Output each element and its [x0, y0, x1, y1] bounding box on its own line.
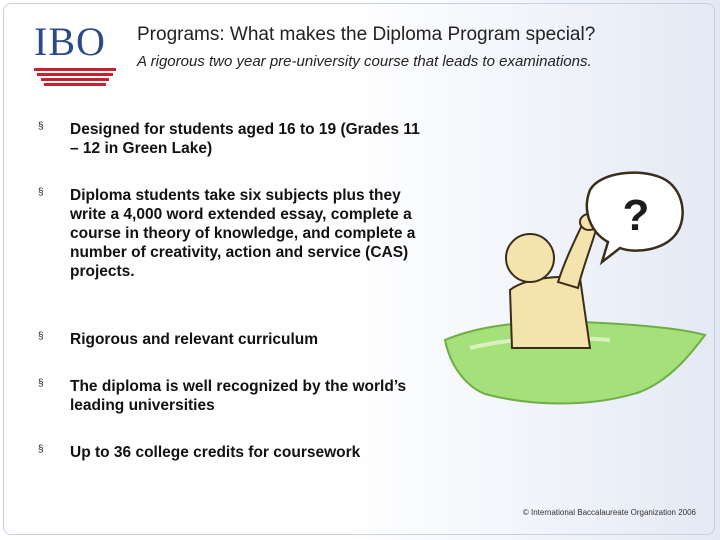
bullet-text: Diploma students take six subjects plus they write a 4,000 word extended essay, complete a course in theory of knowledge, and complete a number of creativity, action and service (CAS) projects.: [70, 187, 416, 280]
person-head: [506, 234, 554, 282]
logo-text: IBO: [34, 19, 106, 64]
logo-stripes: [34, 68, 116, 88]
bullet-marker: §: [38, 378, 44, 389]
page-title: Programs: What makes the Diploma Program special?: [137, 24, 596, 45]
question-mark-icon: ?: [622, 191, 650, 240]
page-subtitle: A rigorous two year pre-university course that leads to examinations.: [137, 53, 592, 70]
bullet-text: The diploma is well recognized by the world’s leading universities: [70, 378, 407, 414]
bullet-marker: §: [38, 331, 44, 342]
bullet-marker: §: [38, 121, 44, 132]
bullet-text: Up to 36 college credits for coursework: [70, 444, 361, 461]
bullet-marker: §: [38, 444, 44, 455]
raised-arm: [558, 225, 596, 288]
ibo-logo: [34, 19, 116, 82]
bullet-marker: §: [38, 187, 44, 198]
student-raising-hand-illustration: [440, 170, 710, 410]
copyright-notice: © International Baccalaureate Organization 2006: [522, 508, 696, 517]
bullet-text: Rigorous and relevant curriculum: [70, 331, 319, 348]
bullet-text: Designed for students aged 16 to 19 (Grades 11 – 12 in Green Lake): [70, 121, 420, 157]
